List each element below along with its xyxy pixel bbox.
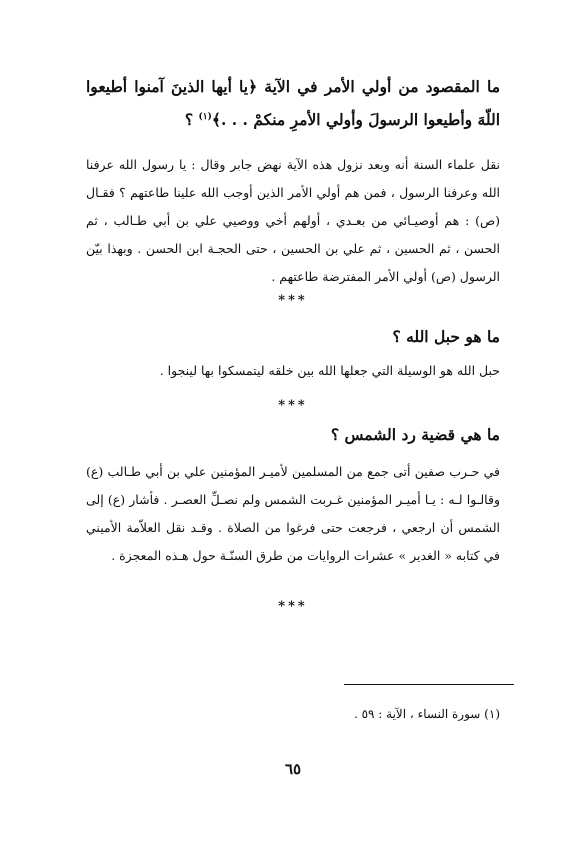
question-3-answer: في حـرب صفين أتى جمع من المسلمين لأميـر المؤمنين علي بن أبي طـالب (ع) وقالـوا لـه : يـا أميـر المؤمنين غـربت الشمس ولم نصـلِّ العصـر . فأشار (ع) إلى الشمس أن ارجعي ، فرجعت حتى فرغوا من الصلاة . وقـد نقل العلاّمة الأميني في كتابه « الغدير » عشرات الروايات من طرق السنّـة حول هـذه المعجزة .: [86, 464, 500, 563]
question-2-heading: ما هو حبل الله ؟: [392, 327, 500, 346]
question-3-heading: ما هي قضية رد الشمس ؟: [330, 425, 500, 444]
footnote: (١) سورة النساء ، الآية : ٥٩ .: [353, 707, 500, 721]
section-separator: ***: [278, 293, 308, 308]
question-1-heading-text: ما المقصود من أولي الأمر في الآية ﴿يا أيها الذينَ آمنوا أطيعوا اللّهَ وأطيعوا الرسولَ وأولي الأمرِ منكمْ . . .﴾: [86, 77, 500, 130]
page-number: ٦٥: [284, 760, 302, 778]
question-1-answer: نقل علماء السنة أنه وبعد نزول هذه الآية نهض جابر وقال : يا رسول الله عرفنا الله وعرفنا الرسول ، فمن هم أولي الأمر الذين أوجب الله علينا طاعتهم ؟ فقـال (ص) : هم أوصيـائي من بعـدي ، أولهم أخي ووصيي علي بن أبي طـالب ، ثم الحسن ، ثم الحسين ، ثم علي بن الحسين ، حتى الحجـة ابن الحسن . وبهذا بيّن الرسول (ص) أولي الأمر المفترضة طاعتهم .: [86, 157, 500, 284]
footnote-reference: (١): [198, 112, 212, 122]
section-separator: ***: [278, 398, 308, 413]
footnote-divider: [344, 684, 514, 685]
question-1-heading: [86, 72, 500, 135]
section-separator: ***: [278, 599, 308, 614]
question-1-heading-end: ؟: [184, 110, 199, 130]
question-2-answer: حبل الله هو الوسيلة التي جعلها الله بين خلقه ليتمسكوا بها لينجوا .: [159, 363, 500, 378]
